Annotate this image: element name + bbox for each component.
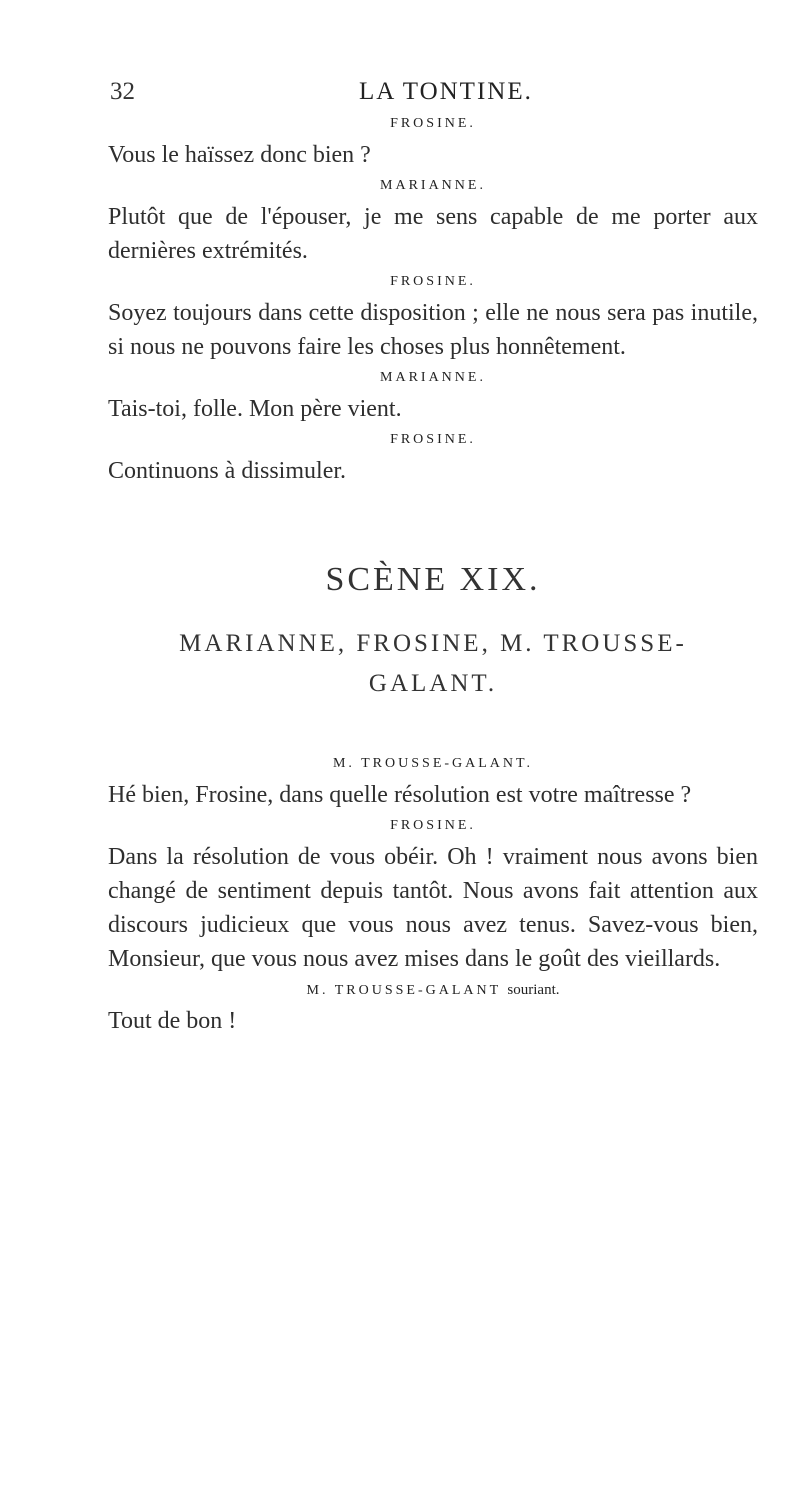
- speaker-name: MARIANNE.: [380, 370, 486, 385]
- speaker-name: M. TROUSSE-GALANT.: [332, 756, 534, 771]
- speaker-name: FROSINE.: [390, 274, 476, 289]
- scene-characters-line-2: GALANT.: [368, 670, 498, 697]
- scene-characters: [108, 624, 758, 704]
- speech-line: Tout de bon !: [108, 1008, 237, 1034]
- speaker-name: FROSINE.: [390, 116, 476, 131]
- speaker-with-direction: [108, 976, 758, 1004]
- speaker-name: FROSINE.: [390, 432, 476, 447]
- page-number: 32: [110, 78, 135, 105]
- speech-line: Plutôt que de l'épouser, je me sens capable de me porter aux dernières extrémités.: [108, 204, 758, 264]
- stage-direction: souriant.: [507, 982, 560, 998]
- speech-line: Soyez toujours dans cette disposition ; elle ne nous sera pas inutile, si nous ne pouvons faire les choses plus honnêtement.: [108, 300, 758, 360]
- speaker-name: M. TROUSSE-GALANT: [306, 983, 501, 998]
- scene-characters-line-1: MARIANNE, FROSINE, M. TROUSSE-: [179, 630, 687, 657]
- play-text: [108, 110, 758, 1038]
- spacer: [108, 704, 758, 750]
- speech-line: Hé bien, Frosine, dans quelle résolution est votre maîtresse ?: [108, 782, 692, 808]
- speaker-name: MARIANNE.: [380, 178, 486, 193]
- speech-line: Continuons à dissimuler.: [108, 458, 347, 484]
- speech-line: Vous le haïssez donc bien ?: [108, 142, 371, 168]
- speaker-name: FROSINE.: [390, 818, 476, 833]
- running-title: LA TONTINE.: [359, 78, 533, 105]
- page-header: [0, 70, 800, 110]
- scene-title: SCÈNE XIX.: [325, 561, 541, 598]
- speech-line: Dans la résolution de vous obéir. Oh ! vraiment nous avons bien changé de sentiment depuis tantôt. Nous avons fait attention aux discours judicieux que vous nous avez tenus. Savez-vous bien, Monsieur, que vous nous avez mises dans le goût des vieillards.: [108, 844, 758, 972]
- speech-line: Tais-toi, folle. Mon père vient.: [108, 396, 402, 422]
